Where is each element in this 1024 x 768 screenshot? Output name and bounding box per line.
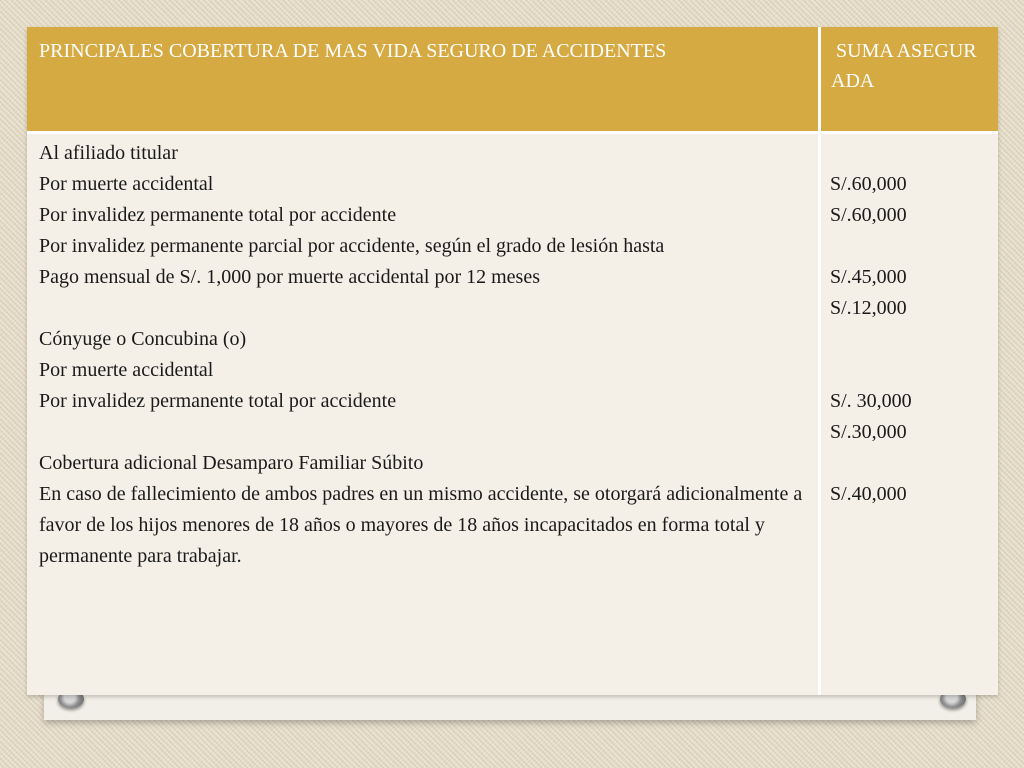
coverage-table	[27, 27, 998, 695]
coverage-group-title: Cobertura adicional Desamparo Familiar Súbito	[39, 452, 424, 474]
spacer	[39, 293, 811, 324]
spacer	[830, 324, 990, 355]
table-header	[27, 27, 998, 134]
spacer	[830, 231, 990, 262]
coverage-item: Por invalidez permanente total por accidente	[39, 204, 397, 226]
coverage-group-title: Al afiliado titular	[39, 142, 178, 164]
coverage-column-header: PRINCIPALES COBERTURA DE MAS VIDA SEGURO DE ACCIDENTES	[39, 40, 667, 62]
coverage-description: En caso de fallecimiento de ambos padres en un mismo accidente, se otorgará adicionalmente a favor de los hijos menores de 18 años o mayores de 18 años incapacitados en forma total y permanente para trabajar.	[39, 483, 808, 567]
coverage-column	[39, 138, 811, 572]
spacer	[830, 355, 990, 386]
amount-value: S/.60,000	[830, 204, 907, 226]
coverage-group-title: Cónyuge o Concubina (o)	[39, 328, 247, 350]
coverage-item: Por invalidez permanente parcial por accidente, según el grado de lesión hasta	[39, 235, 665, 257]
amount-value: S/.30,000	[830, 421, 907, 443]
amount-column-header: SUMA ASEGURADA	[831, 40, 977, 92]
coverage-item: Pago mensual de S/. 1,000 por muerte accidental por 12 meses	[39, 266, 540, 288]
spacer	[830, 448, 990, 479]
column-divider	[818, 27, 821, 695]
amount-value: S/.40,000	[830, 483, 907, 505]
amount-value: S/. 30,000	[830, 390, 912, 412]
coverage-item: Por muerte accidental	[39, 173, 214, 195]
coverage-item: Por invalidez permanente total por accidente	[39, 390, 397, 412]
coverage-item: Por muerte accidental	[39, 359, 214, 381]
amount-value: S/.60,000	[830, 173, 907, 195]
amount-value: S/.12,000	[830, 297, 907, 319]
spacer	[39, 417, 811, 448]
spacer	[830, 138, 990, 169]
amount-value: S/.45,000	[830, 266, 907, 288]
amount-column	[830, 138, 990, 510]
